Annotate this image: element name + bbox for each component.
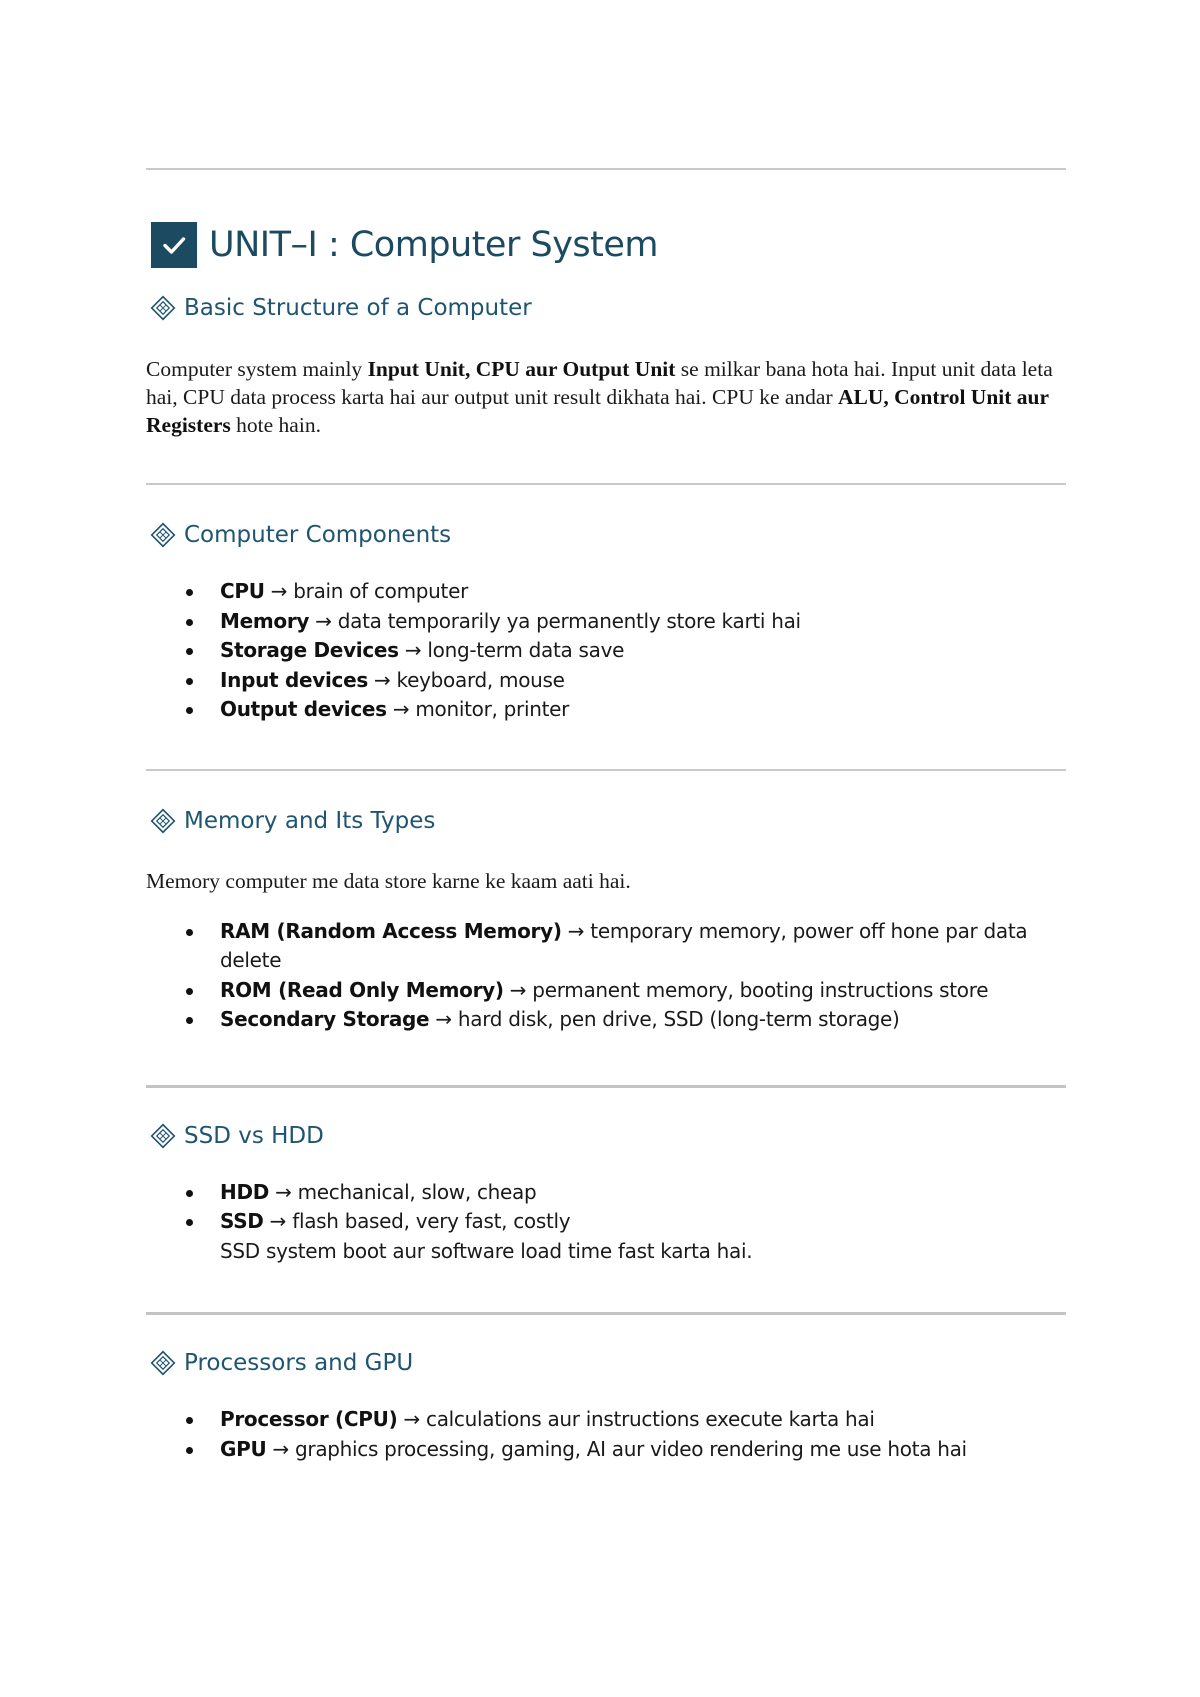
document-page: [146, 168, 1066, 1464]
list-item-term: CPU: [220, 579, 265, 603]
list-item-term: ROM (Read Only Memory): [220, 977, 504, 1002]
section-heading-text: Memory and Its Types: [184, 807, 436, 834]
divider: [146, 483, 1066, 485]
list-item-desc: → mechanical, slow, cheap: [269, 1179, 537, 1204]
list-item: [146, 607, 1066, 637]
list-item: [146, 636, 1066, 666]
list-item-desc: → monitor, printer: [386, 697, 570, 721]
list-item: [146, 695, 1066, 725]
list-item-desc: → brain of computer: [264, 579, 469, 603]
list-item: [146, 1435, 1066, 1465]
list-item: [146, 1005, 1066, 1035]
section-heading-memory: [146, 805, 1066, 837]
section-heading-text: Basic Structure of a Computer: [184, 295, 532, 321]
list-item-desc: → data temporarily ya permanently store karti hai: [309, 608, 801, 633]
list-item-term: Processor (CPU): [220, 1407, 398, 1431]
divider: [146, 168, 1066, 170]
bold-text: Input Unit, CPU aur Output Unit: [367, 357, 676, 381]
diamond-icon: [150, 808, 176, 834]
list-item: [146, 577, 1066, 607]
list-item-note: SSD system boot aur software load time fast karta hai.: [220, 1238, 753, 1263]
processors-list: [146, 1405, 1066, 1464]
paragraph-basic-structure: [146, 355, 1066, 439]
diamond-icon: [150, 1123, 176, 1149]
checkmark-icon: [151, 222, 197, 268]
section-heading-processors-gpu: [146, 1347, 1066, 1379]
divider: [146, 769, 1066, 771]
list-item: [146, 976, 1066, 1006]
unit-heading: [146, 220, 1066, 270]
list-item-desc: → keyboard, mouse: [367, 667, 565, 692]
section-heading-text: SSD vs HDD: [184, 1122, 324, 1149]
list-item-desc: → hard disk, pen drive, SSD (long-term storage): [429, 1007, 900, 1031]
list-item-term: RAM (Random Access Memory): [220, 918, 562, 943]
diamond-icon: [150, 522, 176, 548]
list-item-term: GPU: [220, 1436, 267, 1461]
ssd-hdd-list: [146, 1178, 1066, 1267]
text-run: se milkar bana hota hai. Input unit data leta hai, CPU data process karta hai aur output unit result dikhata hai. CPU ke andar: [146, 357, 1053, 409]
section-heading-basic-structure: [146, 292, 1066, 324]
list-item-desc: → calculations aur instructions execute karta hai: [397, 1407, 875, 1431]
list-item-term: Memory: [220, 608, 310, 633]
list-item-desc: → graphics processing, gaming, AI aur video rendering me use hota hai: [266, 1436, 967, 1461]
list-item-term: Input devices: [220, 667, 368, 692]
section-heading-text: Computer Components: [184, 522, 452, 548]
unit-title: UNIT–I : Computer System: [209, 225, 658, 265]
section-heading-ssd-hdd: [146, 1120, 1066, 1152]
list-item-term: Output devices: [220, 697, 387, 721]
text-run: Computer system mainly: [146, 357, 368, 381]
memory-list: [146, 917, 1066, 1035]
bold-text: ALU, Control Unit aur Registers: [146, 385, 1049, 437]
list-item-term: Secondary Storage: [220, 1007, 430, 1031]
list-item: [146, 1207, 1066, 1266]
paragraph-memory-intro: Memory computer me data store karne ke kaam aati hai.: [146, 868, 631, 893]
text-run: hote hain.: [230, 413, 321, 437]
list-item-term: HDD: [220, 1179, 270, 1204]
divider: [146, 1085, 1066, 1088]
components-list: [146, 577, 1066, 725]
list-item: [146, 1178, 1066, 1208]
section-heading-components: [146, 519, 1066, 551]
diamond-icon: [150, 1350, 176, 1376]
diamond-icon: [150, 295, 176, 321]
list-item: [146, 666, 1066, 696]
list-item: [146, 1405, 1066, 1435]
divider: [146, 1312, 1066, 1315]
list-item-desc: → flash based, very fast, costly: [263, 1209, 571, 1233]
list-item-desc: → temporary memory, power off hone par data delete: [220, 918, 1028, 972]
section-heading-text: Processors and GPU: [184, 1350, 414, 1376]
list-item-term: Storage Devices: [220, 638, 399, 662]
list-item-desc: → long-term data save: [398, 638, 625, 662]
list-item-term: SSD: [220, 1209, 264, 1233]
list-item: [146, 917, 1066, 976]
list-item-desc: → permanent memory, booting instructions store: [503, 977, 989, 1002]
